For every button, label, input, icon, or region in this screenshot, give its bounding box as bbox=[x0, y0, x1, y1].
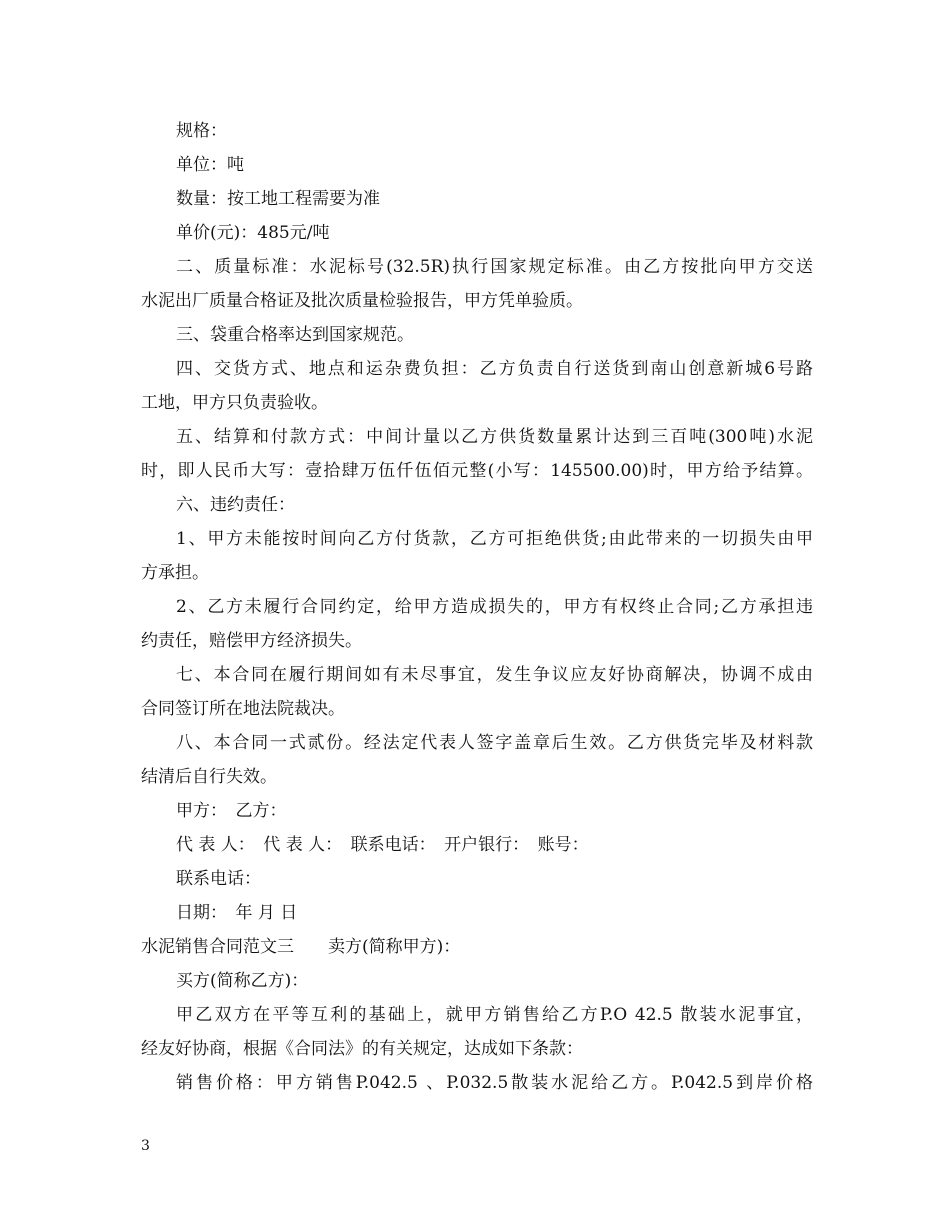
date-line: 日期： 年 月 日 bbox=[176, 903, 298, 923]
buyer-line: 买方(简称乙方)： bbox=[176, 971, 309, 991]
sample-three-title-line: 水泥销售合同范文三 卖方(简称甲方)： bbox=[141, 937, 461, 957]
spec-line: 规格： bbox=[176, 121, 227, 141]
liability-item-2-line-2: 约责任，赔偿甲方经济损失。 bbox=[141, 631, 362, 651]
settlement-line-2: 时，即人民币大写：壹拾肆万伍仟伍佰元整(小写：145500.00)时，甲方给予结算。 bbox=[141, 461, 813, 481]
page-number: 3 bbox=[141, 1138, 150, 1154]
parties-line: 甲方： 乙方： bbox=[176, 801, 287, 821]
liability-item-1-line-1: 1、甲方未能按时间向乙方付货款，乙方可拒绝供货;由此带来的一切损失由甲 bbox=[176, 529, 813, 549]
document-body bbox=[141, 114, 813, 1100]
quantity-line: 数量：按工地工程需要为准 bbox=[176, 189, 380, 209]
preamble-line-2: 经友好协商，根据《合同法》的有关规定，达成如下条款： bbox=[141, 1039, 583, 1059]
delivery-line-1: 四、交货方式、地点和运杂费负担：乙方负责自行送货到南山创意新城6号路 bbox=[176, 359, 813, 379]
preamble-line-1: 甲乙双方在平等互利的基础上，就甲方销售给乙方P.O 42.5 散装水泥事宜， bbox=[176, 1005, 813, 1025]
contact-phone-line: 联系电话： bbox=[176, 869, 261, 889]
delivery-line-2: 工地，甲方只负责验收。 bbox=[141, 393, 328, 413]
quality-standard-line-2: 水泥出厂质量合格证及批次质量检验报告，甲方凭单验质。 bbox=[141, 291, 583, 311]
settlement-line-1: 五、结算和付款方式：中间计量以乙方供货数量累计达到三百吨(300吨)水泥 bbox=[176, 427, 813, 447]
dispute-line-1: 七、本合同在履行期间如有未尽事宜，发生争议应友好协商解决，协调不成由 bbox=[176, 665, 813, 685]
representatives-line: 代 表 人： 代 表 人： 联系电话： 开户银行： 账号： bbox=[176, 835, 589, 855]
bag-weight-line: 三、袋重合格率达到国家规范。 bbox=[176, 325, 414, 345]
liability-item-1-line-2: 方承担。 bbox=[141, 563, 209, 583]
copies-line-2: 结清后自行失效。 bbox=[141, 767, 277, 787]
dispute-line-2: 合同签订所在地法院裁决。 bbox=[141, 699, 345, 719]
unit-price-line: 单价(元)：485元/吨 bbox=[176, 223, 330, 243]
sales-price-line: 销售价格：甲方销售P.042.5 、P.032.5散装水泥给乙方。P.042.5到岸价格 bbox=[176, 1073, 813, 1093]
liability-item-2-line-1: 2、乙方未履行合同约定，给甲方造成损失的，甲方有权终止合同;乙方承担违 bbox=[176, 597, 813, 617]
quality-standard-line-1: 二、质量标准：水泥标号(32.5R)执行国家规定标准。由乙方按批向甲方交送 bbox=[176, 257, 813, 277]
copies-line-1: 八、本合同一式贰份。经法定代表人签字盖章后生效。乙方供货完毕及材料款 bbox=[176, 733, 813, 753]
unit-line: 单位：吨 bbox=[176, 155, 244, 175]
liability-heading: 六、违约责任： bbox=[176, 495, 295, 515]
